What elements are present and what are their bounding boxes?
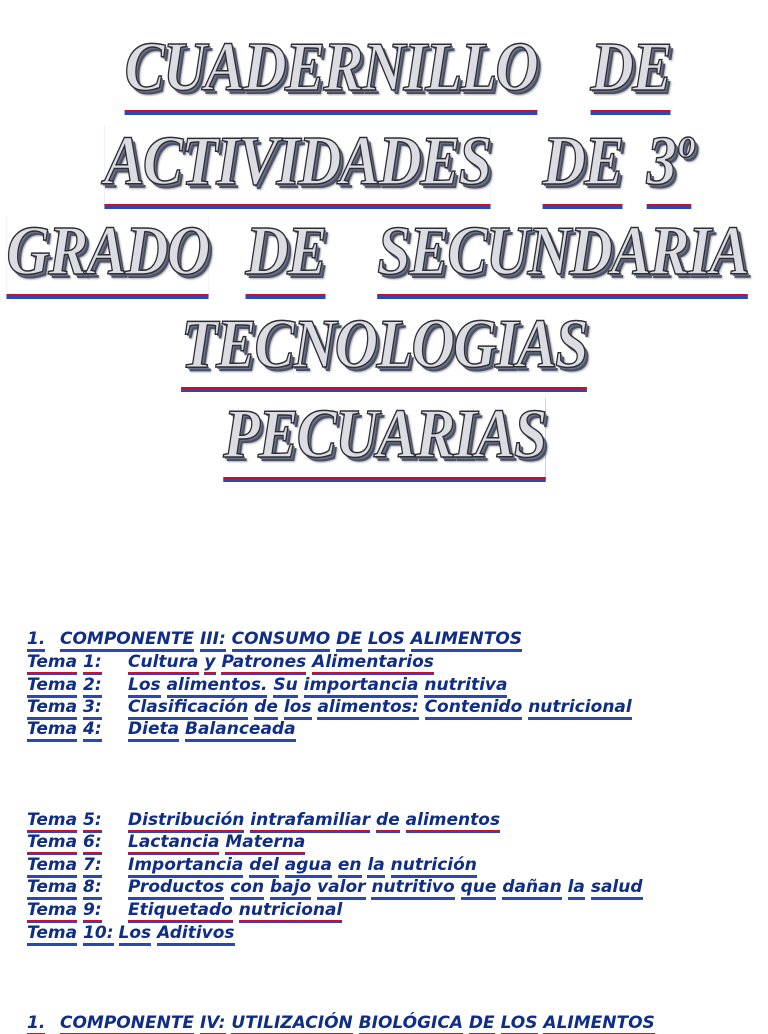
toc-item-tema-9	[27, 899, 342, 921]
title-word: 3º	[647, 122, 692, 206]
tema-title: Etiquetado nutricional	[128, 900, 343, 920]
tema-label: Tema 2:	[27, 675, 102, 695]
component-iv-heading	[27, 1012, 655, 1034]
title-line-4	[0, 305, 768, 395]
title-line-5	[0, 395, 768, 485]
title-word: SECUNDARIA	[377, 212, 748, 296]
toc-item-tema-8	[27, 876, 643, 898]
toc-item-tema-6	[27, 831, 305, 853]
toc-item-tema-3	[27, 696, 632, 718]
toc-item-tema-10	[27, 922, 235, 944]
tema-title: Clasificación de los alimentos: Contenido nutricional	[128, 697, 632, 717]
tema-label: Tema 7:	[27, 855, 102, 875]
tema-title: Distribución intrafamiliar de alimentos	[128, 810, 501, 830]
toc-item-tema-2	[27, 674, 507, 696]
tema-title: Cultura y Patrones Alimentarios	[128, 652, 434, 672]
component-number: 1.	[27, 1013, 46, 1033]
component-title: COMPONENTE III: CONSUMO DE LOS ALIMENTOS	[60, 629, 523, 649]
tema-title: Dieta Balanceada	[128, 719, 296, 739]
tema-title: Lactancia Materna	[128, 832, 306, 852]
component-iii-heading	[27, 628, 522, 650]
title-word: DE	[246, 212, 326, 296]
tema-label: Tema 4:	[27, 719, 102, 739]
title-word: TECNOLOGIAS	[181, 305, 587, 389]
title-line-3	[0, 212, 768, 302]
tema-label: Tema 1:	[27, 652, 102, 672]
tema-label: Tema 8:	[27, 877, 102, 897]
title-word: DE	[591, 28, 671, 112]
tema-label: Tema 6:	[27, 832, 102, 852]
tema-label: Tema 5:	[27, 810, 102, 830]
toc-item-tema-1	[27, 651, 434, 673]
component-number: 1.	[27, 629, 46, 649]
title-word: GRADO	[7, 212, 209, 296]
tema-title: Los alimentos. Su importancia nutritiva	[128, 675, 508, 695]
tema-title: Los Aditivos	[118, 923, 235, 943]
tema-title: Productos con bajo valor nutritivo que dañan la salud	[128, 877, 643, 897]
title-line-1	[0, 28, 768, 118]
toc-item-tema-4	[27, 718, 296, 740]
tema-label: Tema 10:	[27, 923, 114, 943]
title-word: CUADERNILLO	[124, 28, 537, 112]
title-word: DE	[542, 122, 622, 206]
title-word: PECUARIAS	[223, 395, 545, 479]
tema-label: Tema 3:	[27, 697, 102, 717]
toc-item-tema-7	[27, 854, 477, 876]
title-word: ACTIVIDADES	[104, 122, 490, 206]
toc-item-tema-5	[27, 809, 500, 831]
tema-title: Importancia del agua en la nutrición	[128, 855, 477, 875]
component-title: COMPONENTE IV: UTILIZACIÓN BIOLÓGICA DE LOS ALIMENTOS	[60, 1013, 655, 1033]
tema-label: Tema 9:	[27, 900, 102, 920]
title-line-2	[0, 122, 768, 212]
